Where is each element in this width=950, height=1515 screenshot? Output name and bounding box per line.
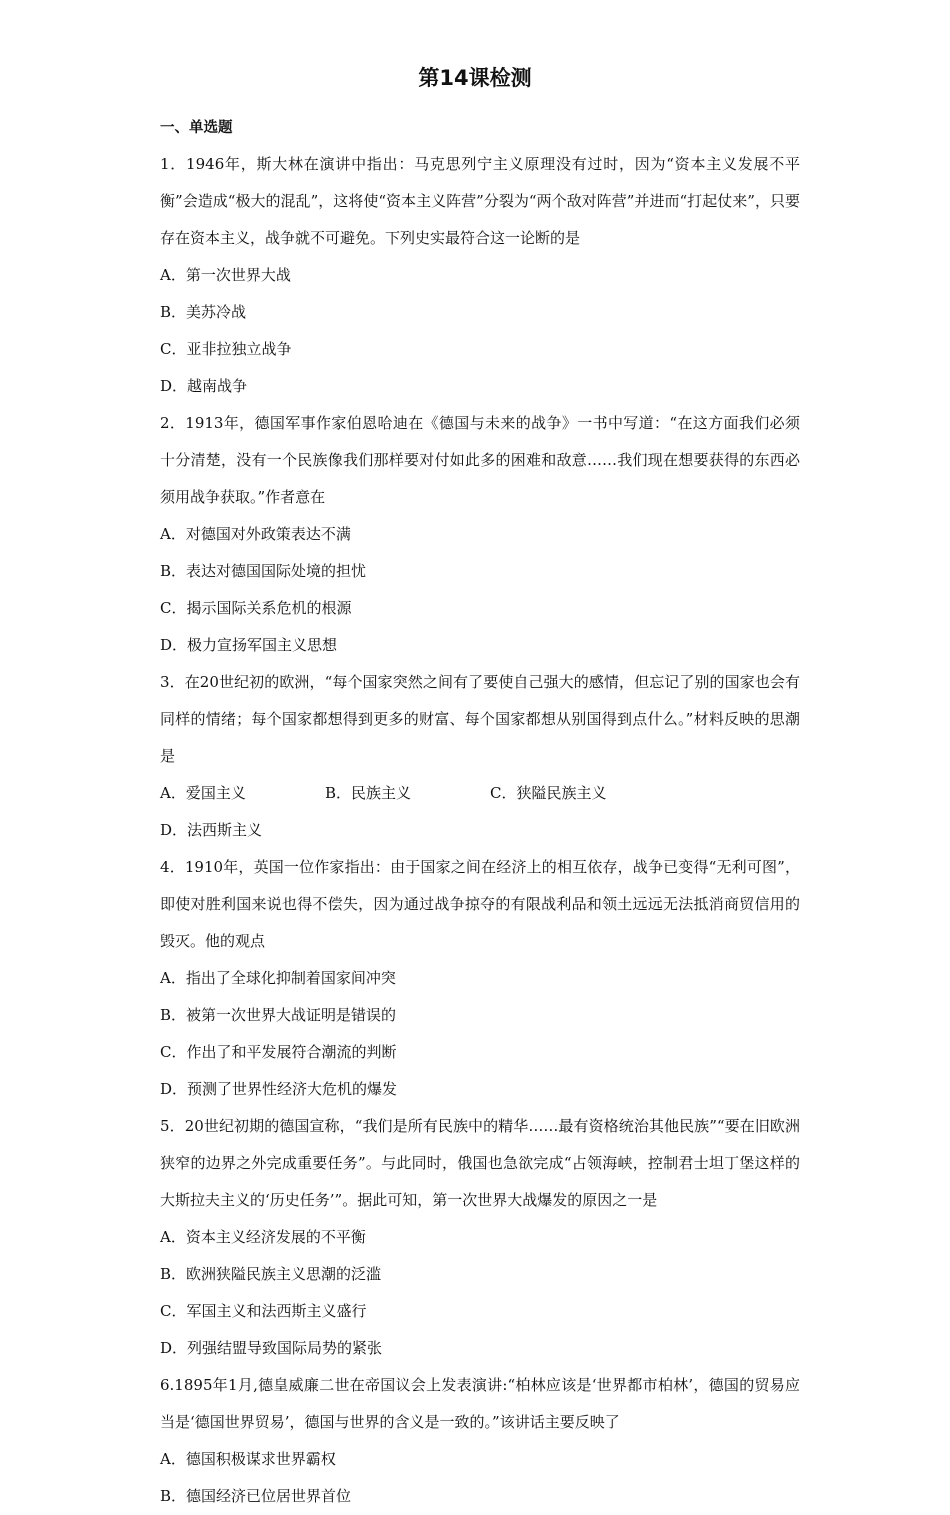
option: B．美苏冷战 bbox=[160, 303, 247, 321]
option: D．极力宣扬军国主义思想 bbox=[160, 636, 338, 654]
option-group bbox=[160, 257, 800, 405]
option: A．对德国对外政策表达不满 bbox=[160, 525, 351, 543]
question-stem: 2．1913年，德国军事作家伯恩哈迪在《德国与未来的战争》一书中写道：“在这方面我们必须十分清楚，没有一个民族像我们那样要对付如此多的困难和敌意……我们现在想要获得的东西必须用战争获取。”作者意在 bbox=[160, 414, 800, 506]
option: D．预测了世界性经济大危机的爆发 bbox=[160, 1080, 398, 1098]
option: B．民族主义 bbox=[325, 784, 412, 802]
option: B．被第一次世界大战证明是错误的 bbox=[160, 1006, 397, 1024]
page-title: 第14课检测 bbox=[418, 66, 532, 90]
option: B．欧洲狭隘民族主义思潮的泛滥 bbox=[160, 1265, 382, 1283]
option: B．表达对德国国际处境的担忧 bbox=[160, 562, 367, 580]
question-stem: 1．1946年，斯大林在演讲中指出：马克思列宁主义原理没有过时，因为“资本主义发展不平衡”会造成“极大的混乱”，这将使“资本主义阵营”分裂为“两个敌对阵营”并进而“打起仗来”，只要存在资本主义，战争就不可避免。下列史实最符合这一论断的是 bbox=[160, 155, 800, 247]
question-stem: 3．在20世纪初的欧洲，“每个国家突然之间有了要使自己强大的感情，但忘记了别的国家也会有同样的情绪；每个国家都想得到更多的财富、每个国家都想从别国得到点什么。”材料反映的思潮是 bbox=[160, 673, 800, 765]
option: C．军国主义和法西斯主义盛行 bbox=[160, 1302, 367, 1320]
option: A．爱国主义 bbox=[160, 784, 246, 802]
option: D．法西斯主义 bbox=[160, 821, 263, 839]
question-stem: 5．20世纪初期的德国宣称，“我们是所有民族中的精华……最有资格统治其他民族”“要在旧欧洲狭窄的边界之外完成重要任务”。与此同时，俄国也急欲完成“占领海峡，控制君士坦丁堡这样的大斯拉夫主义的‘历史任务’”。据此可知，第一次世界大战爆发的原因之一是 bbox=[160, 1117, 800, 1209]
option-group bbox=[160, 960, 800, 1108]
option-group bbox=[160, 516, 800, 664]
option-group bbox=[160, 775, 800, 849]
question-stem: 4．1910年，英国一位作家指出：由于国家之间在经济上的相互依存，战争已变得“无利可图”，即使对胜利国来说也得不偿失，因为通过战争掠夺的有限战利品和领土远远无法抵消商贸信用的毁灭。他的观点 bbox=[160, 858, 800, 950]
option: D．越南战争 bbox=[160, 377, 248, 395]
option: A．德国积极谋求世界霸权 bbox=[160, 1450, 336, 1468]
option: C．亚非拉独立战争 bbox=[160, 340, 292, 358]
option-group bbox=[160, 1441, 800, 1515]
option: A．第一次世界大战 bbox=[160, 266, 291, 284]
option: A．指出了全球化抑制着国家间冲突 bbox=[160, 969, 396, 987]
option: A．资本主义经济发展的不平衡 bbox=[160, 1228, 366, 1246]
section-heading: 一、单选题 bbox=[160, 120, 233, 136]
question-list bbox=[160, 146, 800, 1515]
option: B．德国经济已位居世界首位 bbox=[160, 1487, 352, 1505]
option: D．列强结盟导致国际局势的紧张 bbox=[160, 1339, 383, 1357]
option-group bbox=[160, 1219, 800, 1367]
option: C．作出了和平发展符合潮流的判断 bbox=[160, 1043, 397, 1061]
option: C．揭示国际关系危机的根源 bbox=[160, 599, 352, 617]
question-stem: 6.1895年1月,德皇威廉二世在帝国议会上发表演讲:“柏林应该是‘世界都市柏林’，德国的贸易应当是‘德国世界贸易’，德国与世界的含义是一致的。”该讲话主要反映了 bbox=[160, 1376, 800, 1431]
option: C．狭隘民族主义 bbox=[490, 784, 607, 802]
